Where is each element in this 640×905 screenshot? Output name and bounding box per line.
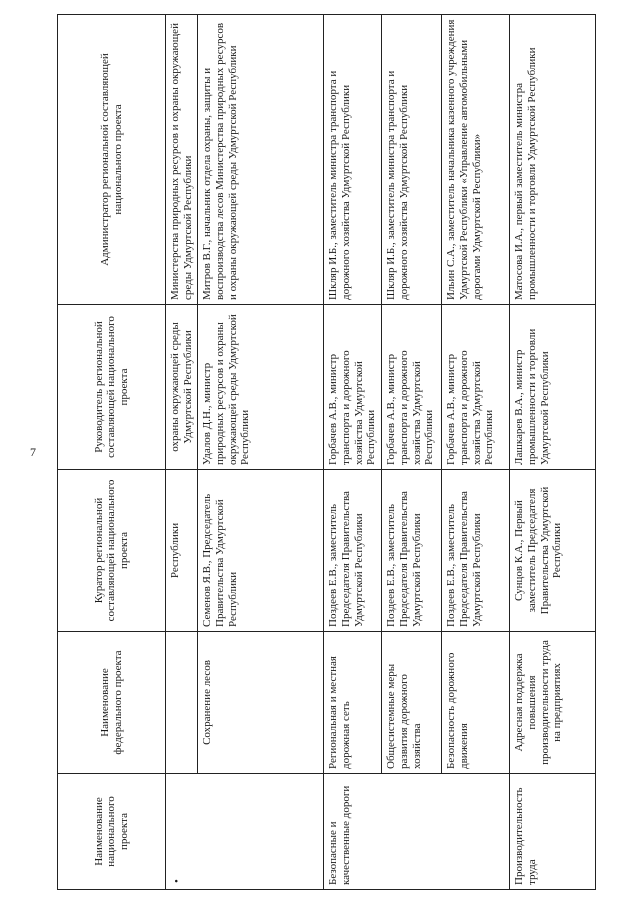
table-header-row	[58, 15, 166, 890]
cell-administrator: Министерства природных ресурсов и охраны окружающей среды Удмуртской Республики	[166, 15, 198, 305]
stray-mark: •	[171, 879, 183, 883]
table-row	[442, 15, 510, 890]
cell-administrator: Митров В.Г., начальник отдела охраны, защиты и воспроизводства лесов Министерства природных ресурсов и охраны окружающей среды Удмуртской Республики	[198, 15, 324, 305]
cell-national-project-ecology	[166, 774, 324, 890]
cell-head: Горбачев А.В., министр транспорта и дорожного хозяйства Удмуртской Республики	[324, 305, 382, 470]
table-row	[324, 15, 382, 890]
cell-curator: Семенов Я.В., Председатель Правительства Удмуртской Республики	[198, 470, 324, 632]
cell-federal-project: Сохранение лесов	[198, 632, 324, 774]
cell-curator: Республики	[166, 470, 198, 632]
header-national-project: Наименование национального проекта	[58, 774, 166, 890]
header-head: Руководитель региональной составляющей национального проекта	[58, 305, 166, 470]
cell-national-project: Безопасные и качественные дороги	[324, 774, 510, 890]
cell-administrator: Матосова И.А., первый заместитель министра промышленности и торговли Удмуртской Республики	[510, 15, 596, 305]
cell-head: Горбачев А.В., министр транспорта и дорожного хозяйства Удмуртской Республики	[382, 305, 442, 470]
rotated-table-wrapper	[57, 15, 593, 890]
header-federal-project: Наименование федерального проекта	[58, 632, 166, 774]
cell-administrator: Ильин С.А., заместитель начальника казенного учреждения Удмуртской Республики «Управление автомобильными дорогами Удмуртской Республики»	[442, 15, 510, 305]
cell-federal-project	[166, 632, 198, 774]
cell-federal-project: Региональная и местная дорожная сеть	[324, 632, 382, 774]
table-row	[510, 15, 596, 890]
cell-federal-project: Адресная поддержка повышения производительности труда на предприятиях	[510, 632, 596, 774]
cell-head: Лашкарев В.А., министр промышленности и торговли Удмуртской Республики	[510, 305, 596, 470]
national-projects-table	[57, 14, 596, 890]
cell-curator: Поздеев Е.В., заместитель Председателя Правительства Удмуртской Республики	[442, 470, 510, 632]
table-row	[166, 15, 198, 890]
cell-head: Горбачев А.В., министр транспорта и дорожного хозяйства Удмуртской Республики	[442, 305, 510, 470]
cell-administrator: Шкляр И.Б., заместитель министра транспорта и дорожного хозяйства Удмуртской Республики	[324, 15, 382, 305]
cell-head: Удалов Д.Н., министр природных ресурсов и охраны окружающей среды Удмуртской Республики	[198, 305, 324, 470]
cell-curator: Поздеев Е.В., заместитель Председателя Правительства Удмуртской Республики	[382, 470, 442, 632]
cell-curator: Поздеев Е.В., заместитель Председателя Правительства Удмуртской Республики	[324, 470, 382, 632]
header-administrator: Администратор региональной составляющей национального проекта	[58, 15, 166, 305]
cell-curator: Сунцов К.А., Первый заместитель Председателя Правительства Удмуртской Республики	[510, 470, 596, 632]
table-row	[198, 15, 324, 890]
table-row	[382, 15, 442, 890]
cell-administrator: Шкляр И.Б., заместитель министра транспорта и дорожного хозяйства Удмуртской Республики	[382, 15, 442, 305]
cell-federal-project: Общесистемные меры развития дорожного хозяйства	[382, 632, 442, 774]
header-curator: Куратор региональной составляющей национального проекта	[58, 470, 166, 632]
cell-federal-project: Безопасность дорожного движения	[442, 632, 510, 774]
cell-national-project: Производительность труда	[510, 774, 596, 890]
page-number: 7	[30, 445, 36, 459]
cell-head: охраны окружающей среды Удмуртской Республики	[166, 305, 198, 470]
